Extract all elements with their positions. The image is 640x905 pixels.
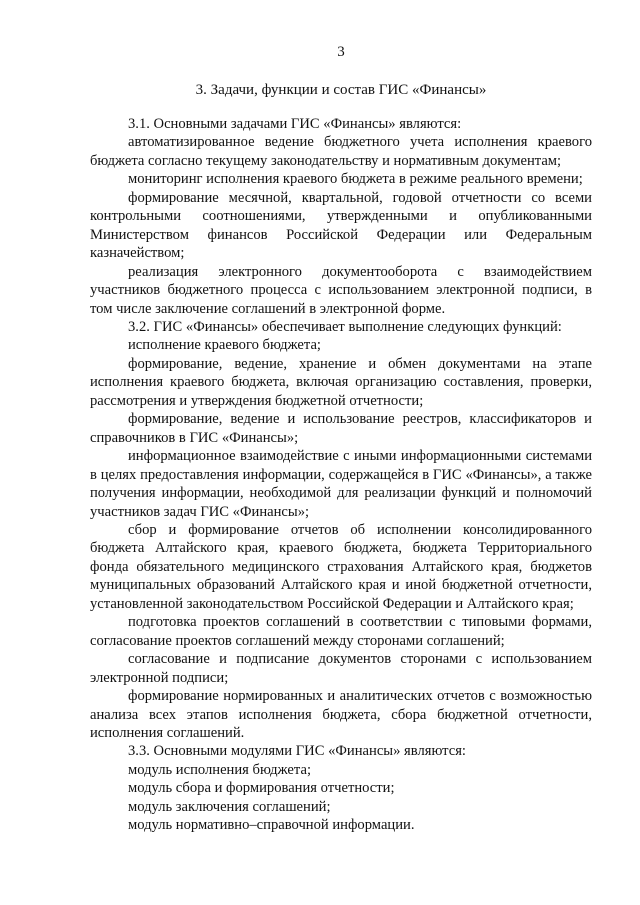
- paragraph-module-reporting: модуль сбора и формирования отчетности;: [128, 780, 395, 797]
- paragraph-function-agreement-drafts: подготовка проектов соглашений в соответствии с типовыми формами, согласование проектов соглашений между сторонами соглашений;: [90, 614, 592, 649]
- page-number: 3: [337, 44, 345, 60]
- paragraph-task-accounting: автоматизированное ведение бюджетного учета исполнения краевого бюджета согласно текущему законодательству и нормативным документам;: [90, 134, 592, 169]
- paragraph-task-reporting: формирование месячной, квартальной, годовой отчетности со всеми контрольными соотношениями, утвержденными и опубликованными Министерством финансов Российской Федерации или Федеральным казначейством;: [90, 189, 592, 262]
- paragraph-module-agreements: модуль заключения соглашений;: [128, 798, 331, 815]
- paragraph-function-execution: исполнение краевого бюджета;: [128, 337, 321, 354]
- paragraph-function-interaction: информационное взаимодействие с иными информационными системами в целях предоставления информации, содержащейся в ГИС «Финансы», а также получения информации, необходимой для реализации функций и полномочий участников задач ГИС «Финансы»;: [90, 448, 592, 520]
- paragraph-task-monitoring: мониторинг исполнения краевого бюджета в режиме реального времени;: [128, 171, 583, 188]
- paragraph-task-edo: реализация электронного документооборота с взаимодействием участников бюджетного процесса с использованием электронной подписи, в том числе заключение соглашений в электронной форме.: [90, 263, 592, 317]
- paragraph-3-1-intro: 3.1. Основными задачами ГИС «Финансы» являются:: [128, 116, 462, 132]
- paragraph-function-documents: формирование, ведение, хранение и обмен документами на этапе исполнения краевого бюджета, включая организацию составления, проверки, рассмотрения и утверждения бюджетной отчетности;: [90, 355, 592, 409]
- paragraph-module-budget: модуль исполнения бюджета;: [128, 761, 311, 778]
- paragraph-3-3-intro: 3.3. Основными модулями ГИС «Финансы» являются:: [128, 743, 466, 760]
- paragraph-function-signing: согласование и подписание документов сторонами с использованием электронной подписи;: [90, 651, 592, 686]
- paragraph-function-registries: формирование, ведение и использование реестров, классификаторов и справочников в ГИС «Финансы»;: [90, 411, 592, 446]
- section-body: [90, 115, 592, 835]
- paragraph-function-consolidated-reports: сбор и формирование отчетов об исполнении консолидированного бюджета Алтайского края, краевого бюджета, бюджета Территориального фонда обязательного медицинского страхования Алтайского края, бюджетов муниципальных образований Алтайского края и иной бюджетной отчетности, установленной законодательством Российской Федерации и Алтайского края;: [90, 521, 592, 612]
- section-heading: 3. Задачи, функции и состав ГИС «Финансы»: [195, 82, 487, 98]
- paragraph-3-2-intro: 3.2. ГИС «Финансы» обеспечивает выполнение следующих функций:: [128, 318, 562, 335]
- paragraph-function-analytic-reports: формирование нормированных и аналитических отчетов с возможностью анализа всех этапов исполнения бюджета, сбора бюджетной отчетности, исполнения соглашений.: [90, 688, 592, 741]
- paragraph-module-reference: модуль нормативно–справочной информации.: [128, 817, 415, 834]
